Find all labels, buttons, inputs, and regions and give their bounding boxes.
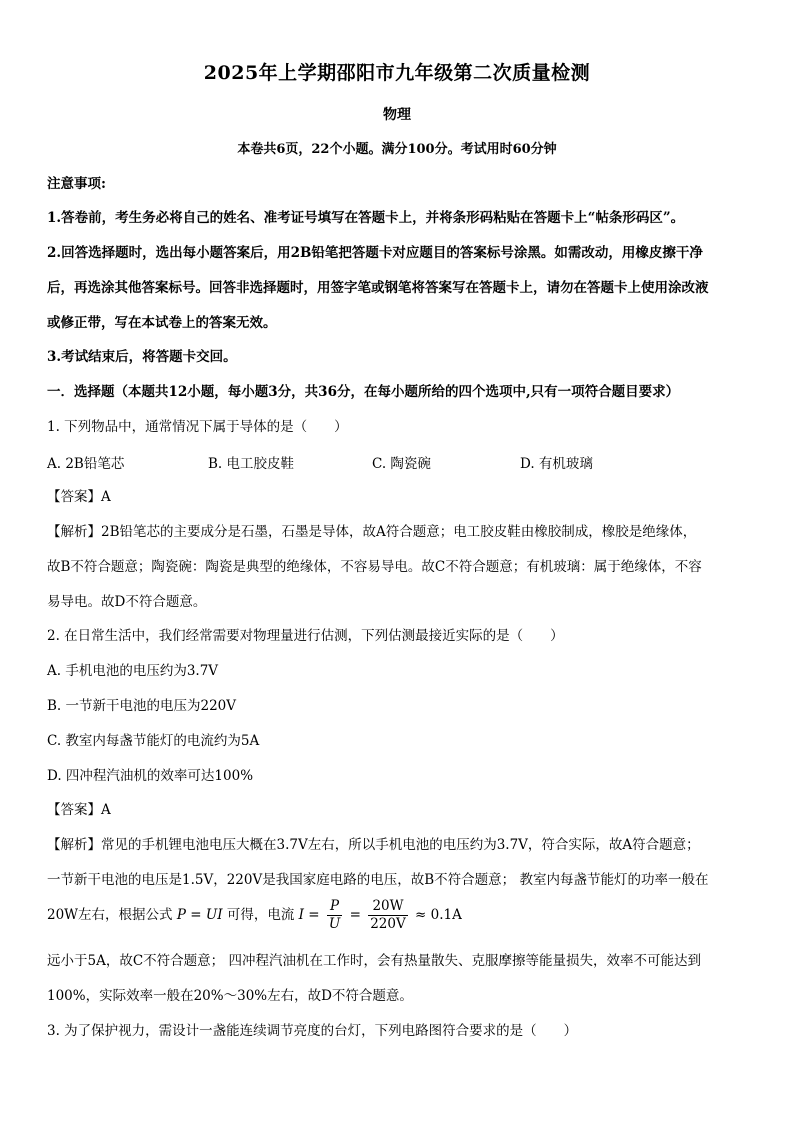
q2-analysis-line-4: 100%，实际效率一般在20%～30%左右，故D不符合题意。 bbox=[47, 988, 413, 1004]
notes-item-2-line-3: 或修正带，写在本试卷上的答案无效。 bbox=[47, 315, 277, 331]
q2-option-a: A. 手机电池的电压约为3.7V bbox=[47, 663, 219, 679]
q1-analysis-line-1: 【解析】2B铅笔芯的主要成分是石墨，石墨是导体，故A符合题意；电工胶皮鞋由橡胶制成，橡胶是绝缘体， bbox=[47, 524, 697, 540]
notes-item-2-line-1: 2.回答选择题时，选出每小题答案后，用2B铅笔把答题卡对应题目的答案标号涂黑。如需改动，用橡皮擦干净 bbox=[47, 245, 703, 261]
q2-option-d: D. 四冲程汽油机的效率可达100% bbox=[47, 768, 254, 784]
notes-heading: 注意事项: bbox=[47, 176, 106, 192]
formula-current-symbol: I bbox=[298, 907, 304, 923]
q2-analysis-line-1: 【解析】常见的手机锂电池电压大概在3.7V左右，所以手机电池的电压约为3.7V，符合实际，故A符合题意； bbox=[47, 837, 700, 853]
fraction-denominator-220v: 220V bbox=[370, 916, 406, 932]
formula-mid-text: 可得，电流 bbox=[226, 907, 295, 923]
q1-option-d: D. 有机玻璃 bbox=[520, 456, 593, 472]
fraction-p-over-u bbox=[327, 898, 342, 933]
fraction-numerator-p: P bbox=[327, 898, 342, 916]
q2-stem: 2. 在日常生活中，我们经常需要对物理量进行估测，下列估测最接近实际的是（ ） bbox=[47, 628, 564, 644]
fraction-numerator-20w: 20W bbox=[368, 898, 408, 916]
q1-analysis-line-2: 故B不符合题意；陶瓷碗：陶瓷是典型的绝缘体，不容易导电。故C不符合题意；有机玻璃：属于绝缘体，不容 bbox=[47, 559, 702, 575]
q1-option-a: A. 2B铅笔芯 bbox=[47, 456, 125, 472]
q2-option-b: B. 一节新干电池的电压为220V bbox=[47, 698, 237, 714]
q2-formula-line: 20W左右，根据公式 P = UI 可得，电流 I = $\frac{P}{U}$ = $\frac{20W}{220V}$ ≈ 0.1A bbox=[47, 898, 462, 932]
fraction-denominator-u: U bbox=[328, 916, 341, 932]
exam-info: 本卷共6页，22个小题。满分100分。考试用时60分钟 bbox=[237, 142, 557, 157]
page-title: 2025年上学期邵阳市九年级第二次质量检测 bbox=[203, 62, 591, 84]
q1-option-b: B. 电工胶皮鞋 bbox=[208, 456, 295, 472]
subject-label: 物理 bbox=[383, 107, 411, 123]
q2-analysis-line-3: 远小于5A，故C不符合题意； 四冲程汽油机在工作时，会有热量散失、克服摩擦等能量损失，效率不可能达到 bbox=[47, 953, 701, 969]
notes-item-3: 3.考试结束后，将答题卡交回。 bbox=[47, 349, 237, 365]
fraction-values bbox=[368, 898, 408, 933]
q3-stem: 3. 为了保护视力，需设计一盏能连续调节亮度的台灯，下列电路图符合要求的是（ ） bbox=[47, 1023, 578, 1039]
q1-answer: 【答案】A bbox=[47, 489, 111, 505]
q2-analysis-line-2: 一节新干电池的电压是1.5V，220V是我国家庭电路的电压，故B不符合题意； 教室内每盏节能灯的功率一般在 bbox=[47, 872, 709, 888]
formula-power-equation: P = UI bbox=[176, 907, 223, 923]
q1-option-c: C. 陶瓷碗 bbox=[372, 456, 431, 472]
section-1-heading: 一．选择题（本题共12小题，每小题3分，共36分，在每小题所给的四个选项中,只有一项符合题目要求） bbox=[47, 384, 680, 400]
q1-analysis-line-3: 易导电。故D不符合题意。 bbox=[47, 594, 207, 610]
q2-answer: 【答案】A bbox=[47, 802, 111, 818]
notes-item-1: 1.答卷前，考生务必将自己的姓名、准考证号填写在答题卡上，并将条形码粘贴在答题卡上“帖条形码区”。 bbox=[47, 210, 685, 226]
formula-prefix: 20W左右，根据公式 bbox=[47, 907, 173, 923]
q2-option-c: C. 教室内每盏节能灯的电流约为5A bbox=[47, 733, 260, 749]
formula-result: ≈ 0.1A bbox=[415, 907, 462, 923]
notes-item-2-line-2: 后，再选涂其他答案标号。回答非选择题时，用签字笔或钢笔将答案写在答题卡上，请勿在答题卡上使用涂改液 bbox=[47, 280, 709, 296]
q1-stem: 1. 下列物品中，通常情况下属于导体的是（ ） bbox=[47, 419, 348, 435]
